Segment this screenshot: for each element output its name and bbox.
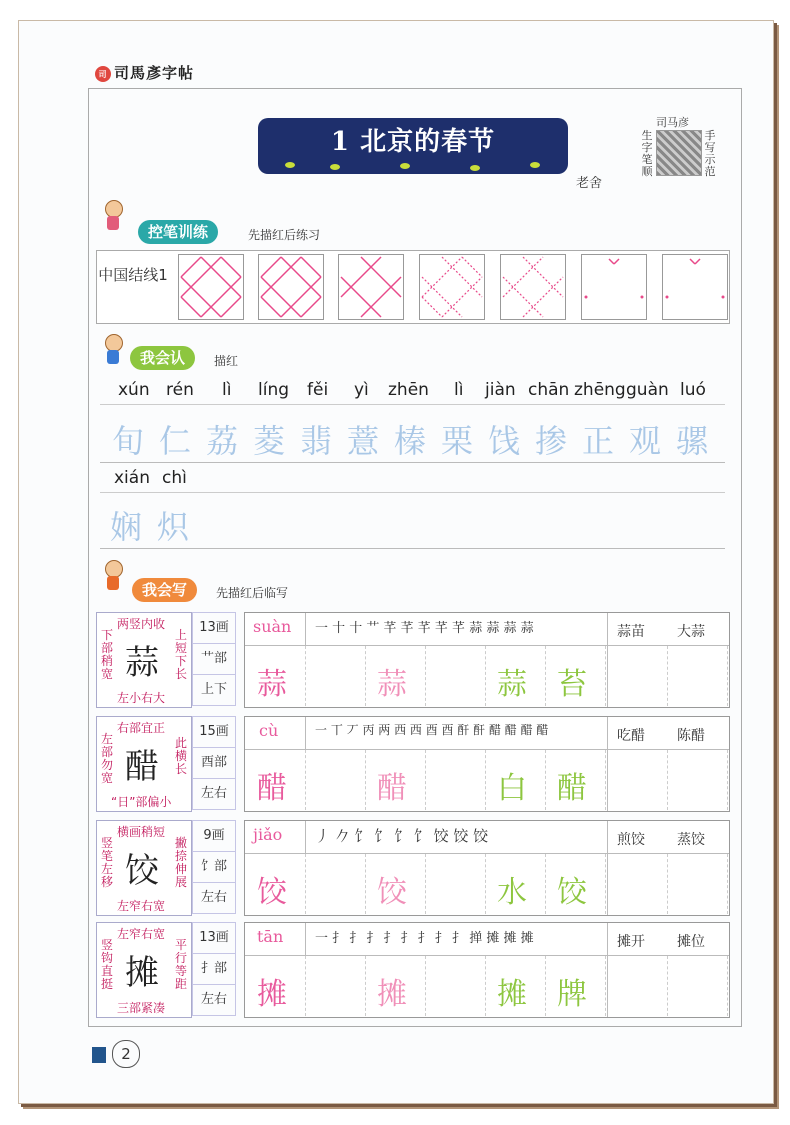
radical: 艹部 (192, 643, 236, 674)
qr-code-icon[interactable] (656, 130, 702, 176)
main-char: 摊 (125, 953, 159, 993)
write-item-block (96, 922, 728, 1018)
stroke-box[interactable] (581, 254, 647, 320)
writing-tip: 竖钩直挺 (101, 938, 114, 991)
trace-char[interactable]: 菱 (253, 422, 286, 460)
practice-char[interactable]: 醋 (377, 771, 407, 806)
practice-char[interactable]: 牌 (557, 977, 587, 1012)
trace-char[interactable]: 掺 (535, 422, 568, 460)
section-write: 我会写 (132, 578, 197, 602)
writing-tip: 下部稍宽 (101, 628, 114, 681)
brand-logo (95, 62, 194, 83)
char-meta (192, 922, 236, 1016)
trace-row (100, 496, 725, 549)
pinyin: luó (680, 380, 706, 400)
structure: 左右 (192, 984, 236, 1016)
pinyin: zhēn (388, 380, 429, 400)
pinyin: xián (114, 468, 150, 488)
kid-mascot-icon (100, 200, 126, 230)
knot-pattern-icon (420, 255, 484, 319)
char-meta (192, 820, 236, 914)
pinyin-label: jiǎo (253, 825, 283, 844)
practice-char[interactable]: 饺 (377, 875, 407, 910)
knot-start-icon (582, 255, 646, 319)
writing-tip: 左窄右宽 (117, 899, 166, 913)
trace-char[interactable]: 榛 (394, 422, 427, 460)
section-recognize: 我会认 (130, 346, 195, 370)
structure: 上下 (192, 674, 236, 706)
example-word: 摊位 (677, 934, 705, 950)
writing-tip: 竖笔左移 (101, 836, 114, 889)
example-word: 摊开 (617, 934, 645, 950)
writing-tip: 右部宜正 (117, 721, 166, 735)
main-char: 蒜 (125, 643, 159, 683)
trace-char[interactable]: 正 (582, 422, 615, 460)
knot-pattern-icon (501, 255, 565, 319)
structure: 左右 (192, 882, 236, 914)
main-char: 饺 (125, 851, 159, 891)
qr-caption: 司马彦 (656, 116, 689, 129)
radical: 扌部 (192, 953, 236, 984)
practice-char[interactable]: 饺 (557, 875, 587, 910)
stroke-box[interactable] (178, 254, 244, 320)
section-note: 先描红后练习 (248, 228, 321, 242)
practice-char[interactable]: 摊 (257, 977, 287, 1012)
practice-char[interactable]: 摊 (377, 977, 407, 1012)
trace-char[interactable]: 荔 (206, 422, 239, 460)
qr-left-caption: 生字笔顺 (641, 129, 653, 178)
leaf-decoration (470, 165, 480, 171)
example-word: 陈醋 (677, 728, 705, 744)
pinyin: líng (258, 380, 290, 400)
writing-tip: 左部勿宽 (101, 732, 114, 785)
main-char: 醋 (125, 747, 159, 787)
qr-right-caption: 手写示范 (704, 129, 716, 178)
pinyin: lì (454, 380, 464, 400)
lesson-title-banner (258, 118, 568, 174)
pinyin: fěi (307, 380, 329, 400)
stroke-sequence: 丿 𠂊 饣 饣 饣 饣 饺 饺 饺 (315, 827, 489, 845)
char-info-cell (96, 612, 192, 708)
char-info-cell (96, 922, 192, 1018)
pinyin: rén (166, 380, 194, 400)
stroke-count: 13画 (192, 612, 236, 643)
brand-icon: 司 (95, 66, 111, 82)
trace-char[interactable]: 旬 (112, 422, 145, 460)
lesson-title: 1 北京的春节 (330, 127, 496, 157)
leaf-decoration (400, 163, 410, 169)
knot-start-icon (663, 255, 727, 319)
section-stroke-training: 控笔训练 (138, 220, 218, 244)
practice-char[interactable]: 蒜 (377, 667, 407, 702)
stroke-sequence: 一 扌 扌 扌 扌 扌 扌 扌 扌 掸 摊 摊 摊 (315, 931, 534, 946)
leaf-decoration (330, 164, 340, 170)
example-word: 蒸饺 (677, 832, 705, 848)
write-item-block (96, 612, 728, 708)
trace-char[interactable]: 骡 (676, 422, 709, 460)
write-item-block (96, 820, 728, 916)
char-meta (192, 612, 236, 706)
radical: 饣部 (192, 851, 236, 882)
leaf-decoration (530, 162, 540, 168)
practice-char[interactable]: 醋 (557, 771, 587, 806)
stroke-count: 13画 (192, 922, 236, 953)
stroke-box[interactable] (500, 254, 566, 320)
example-word: 吃醋 (617, 728, 645, 744)
stroke-sequence: 一 丅 丆 丙 两 西 西 酉 酉 酐 酐 醋 醋 醋 醋 (315, 723, 549, 737)
pinyin-row (100, 468, 725, 493)
writing-tip: 撇捺伸展 (175, 836, 188, 889)
stroke-box[interactable] (338, 254, 404, 320)
kid-mascot-icon (100, 334, 126, 364)
stroke-count: 15画 (192, 716, 236, 747)
pinyin: zhēng (574, 380, 626, 400)
writing-tip: 此横长 (175, 736, 188, 776)
section-note: 先描红后临写 (216, 586, 289, 600)
pinyin-row (100, 380, 725, 405)
practice-char[interactable]: 蒜 (497, 667, 527, 702)
practice-char[interactable]: 摊 (497, 977, 527, 1012)
trace-char[interactable]: 炽 (157, 508, 190, 546)
trace-char[interactable]: 仁 (159, 422, 192, 460)
practice-char[interactable]: 蒜 (257, 667, 287, 702)
practice-char[interactable]: 醋 (257, 771, 287, 806)
writing-tip: “日”部偏小 (111, 795, 172, 809)
stroke-row-label: 中国结线1 (98, 266, 168, 284)
stroke-sequence: 一 十 十 艹 芊 芊 芊 芊 芊 蒜 蒜 蒜 蒜 (315, 621, 534, 636)
pinyin: chān (528, 380, 570, 400)
writing-tip: 左窄右宽 (117, 927, 166, 941)
trace-row (100, 410, 725, 463)
leaf-decoration (285, 162, 295, 168)
trace-char[interactable]: 娴 (110, 508, 143, 546)
write-item-block (96, 716, 728, 812)
practice-grid (244, 922, 730, 1018)
writing-tip: 三部紧凑 (117, 1001, 166, 1015)
section-note: 描红 (214, 354, 239, 368)
pinyin: yì (354, 380, 369, 400)
practice-grid (244, 716, 730, 812)
trace-char[interactable]: 薏 (347, 422, 380, 460)
pinyin: guàn (626, 380, 669, 400)
stroke-box[interactable] (419, 254, 485, 320)
writing-tip: 横画稍短 (117, 825, 166, 839)
knot-pattern-icon (179, 255, 243, 319)
writing-tip: 左小右大 (117, 691, 166, 705)
trace-char[interactable]: 观 (629, 422, 662, 460)
pinyin-label: tān (257, 927, 284, 946)
practice-grid (244, 612, 730, 708)
knot-pattern-icon (259, 255, 323, 319)
practice-char[interactable]: 白 (497, 771, 527, 806)
pinyin: lì (222, 380, 232, 400)
stroke-box[interactable] (258, 254, 324, 320)
practice-grid (244, 820, 730, 916)
lamp-icon (92, 1047, 106, 1063)
char-meta (192, 716, 236, 810)
brand-text: 司馬彥字帖 (114, 64, 195, 82)
example-word: 蒜苗 (617, 624, 645, 640)
writing-tip: 平行等距 (175, 938, 188, 991)
pinyin-label: cù (259, 721, 279, 740)
stroke-box[interactable] (662, 254, 728, 320)
stroke-count: 9画 (192, 820, 236, 851)
practice-char[interactable]: 苔 (557, 667, 587, 702)
pinyin: chì (162, 468, 187, 488)
example-word: 煎饺 (617, 832, 645, 848)
kid-mascot-icon (100, 560, 126, 590)
char-info-cell (96, 716, 192, 812)
structure: 左右 (192, 778, 236, 810)
pinyin: xún (118, 380, 150, 400)
pinyin: jiàn (485, 380, 516, 400)
knot-pattern-icon (339, 255, 403, 319)
writing-tip: 两竖内收 (117, 617, 166, 631)
practice-char[interactable]: 水 (497, 875, 527, 910)
writing-tip: 上短下长 (175, 628, 188, 681)
radical: 酉部 (192, 747, 236, 778)
page-number: 2 (112, 1040, 140, 1068)
trace-char[interactable]: 饯 (488, 422, 521, 460)
author-name: 老舍 (576, 176, 603, 191)
char-info-cell (96, 820, 192, 916)
practice-char[interactable]: 饺 (257, 875, 287, 910)
trace-char[interactable]: 栗 (441, 422, 474, 460)
pinyin-label: suàn (253, 617, 292, 636)
trace-char[interactable]: 翡 (300, 422, 333, 460)
example-word: 大蒜 (677, 624, 705, 640)
page-number-badge (92, 1040, 140, 1068)
